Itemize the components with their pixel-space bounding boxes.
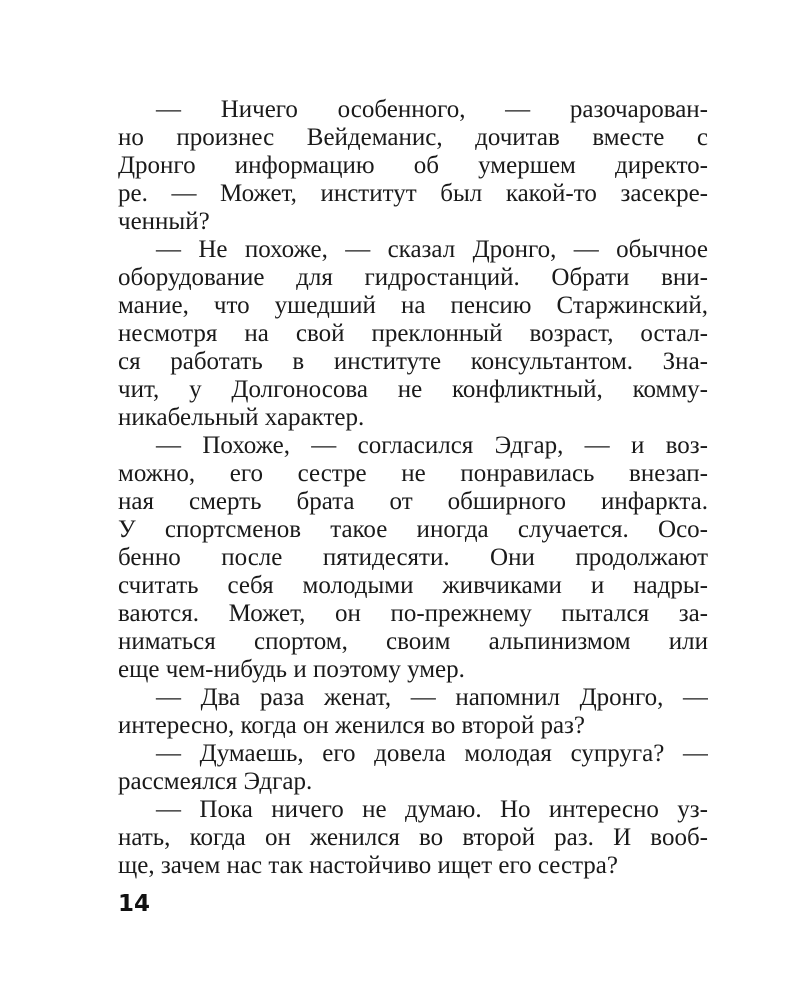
text-line: рассмеялся Эдгар. [118,768,313,795]
text-line: считать себя молодыми живчиками и надры- [118,572,708,599]
text-line: но произнес Вейдеманис, дочитав вместе с [118,124,708,151]
text-line: нать, когда он женился во второй раз. И вооб- [118,824,708,851]
text-line: ченный? [118,208,210,235]
text-line: интересно, когда он женился во второй раз? [118,712,586,739]
text-line: ще, зачем нас так настойчиво ищет его сестра? [118,852,618,879]
text-line: можно, его сестре не понравилась внезап- [118,460,708,487]
text-line: — Пока ничего не думаю. Но интересно уз- [156,796,708,823]
text-line: оборудование для гидростанций. Обрати вни- [118,264,708,291]
text-line: Дронго информацию об умершем директо- [118,152,708,179]
text-line: никабельный характер. [118,404,365,431]
text-line: ваются. Может, он по-прежнему пытался за- [118,600,708,627]
text-line: — Думаешь, его довела молодая супруга? — [156,740,708,767]
text-line: мание, что ушедший на пенсию Старжинский, [118,292,708,319]
text-line: бенно после пятидесяти. Они продолжают [118,544,708,571]
text-line: несмотря на свой преклонный возраст, остал- [118,320,708,347]
text-line: еще чем-нибудь и поэтому умер. [118,656,465,683]
page-number: 14 [118,891,151,917]
text-line: ная смерть брата от обширного инфаркта. [118,488,708,515]
text-line: — Ничего особенного, — разочарован- [156,96,708,123]
text-line: — Два раза женат, — напомнил Дронго, — [156,684,708,711]
body-text [118,96,708,880]
text-line: — Не похоже, — сказал Дронго, — обычное [156,236,708,263]
text-line: ниматься спортом, своим альпинизмом или [118,628,708,655]
text-line: У спортсменов такое иногда случается. Осо- [118,516,708,543]
text-line: — Похоже, — согласился Эдгар, — и воз- [156,432,708,459]
text-line: ре. — Может, институт был какой-то засекре- [118,180,708,207]
text-line: ся работать в институте консультантом. Зна- [118,348,708,375]
text-line: чит, у Долгоносова не конфликтный, комму- [118,376,708,403]
